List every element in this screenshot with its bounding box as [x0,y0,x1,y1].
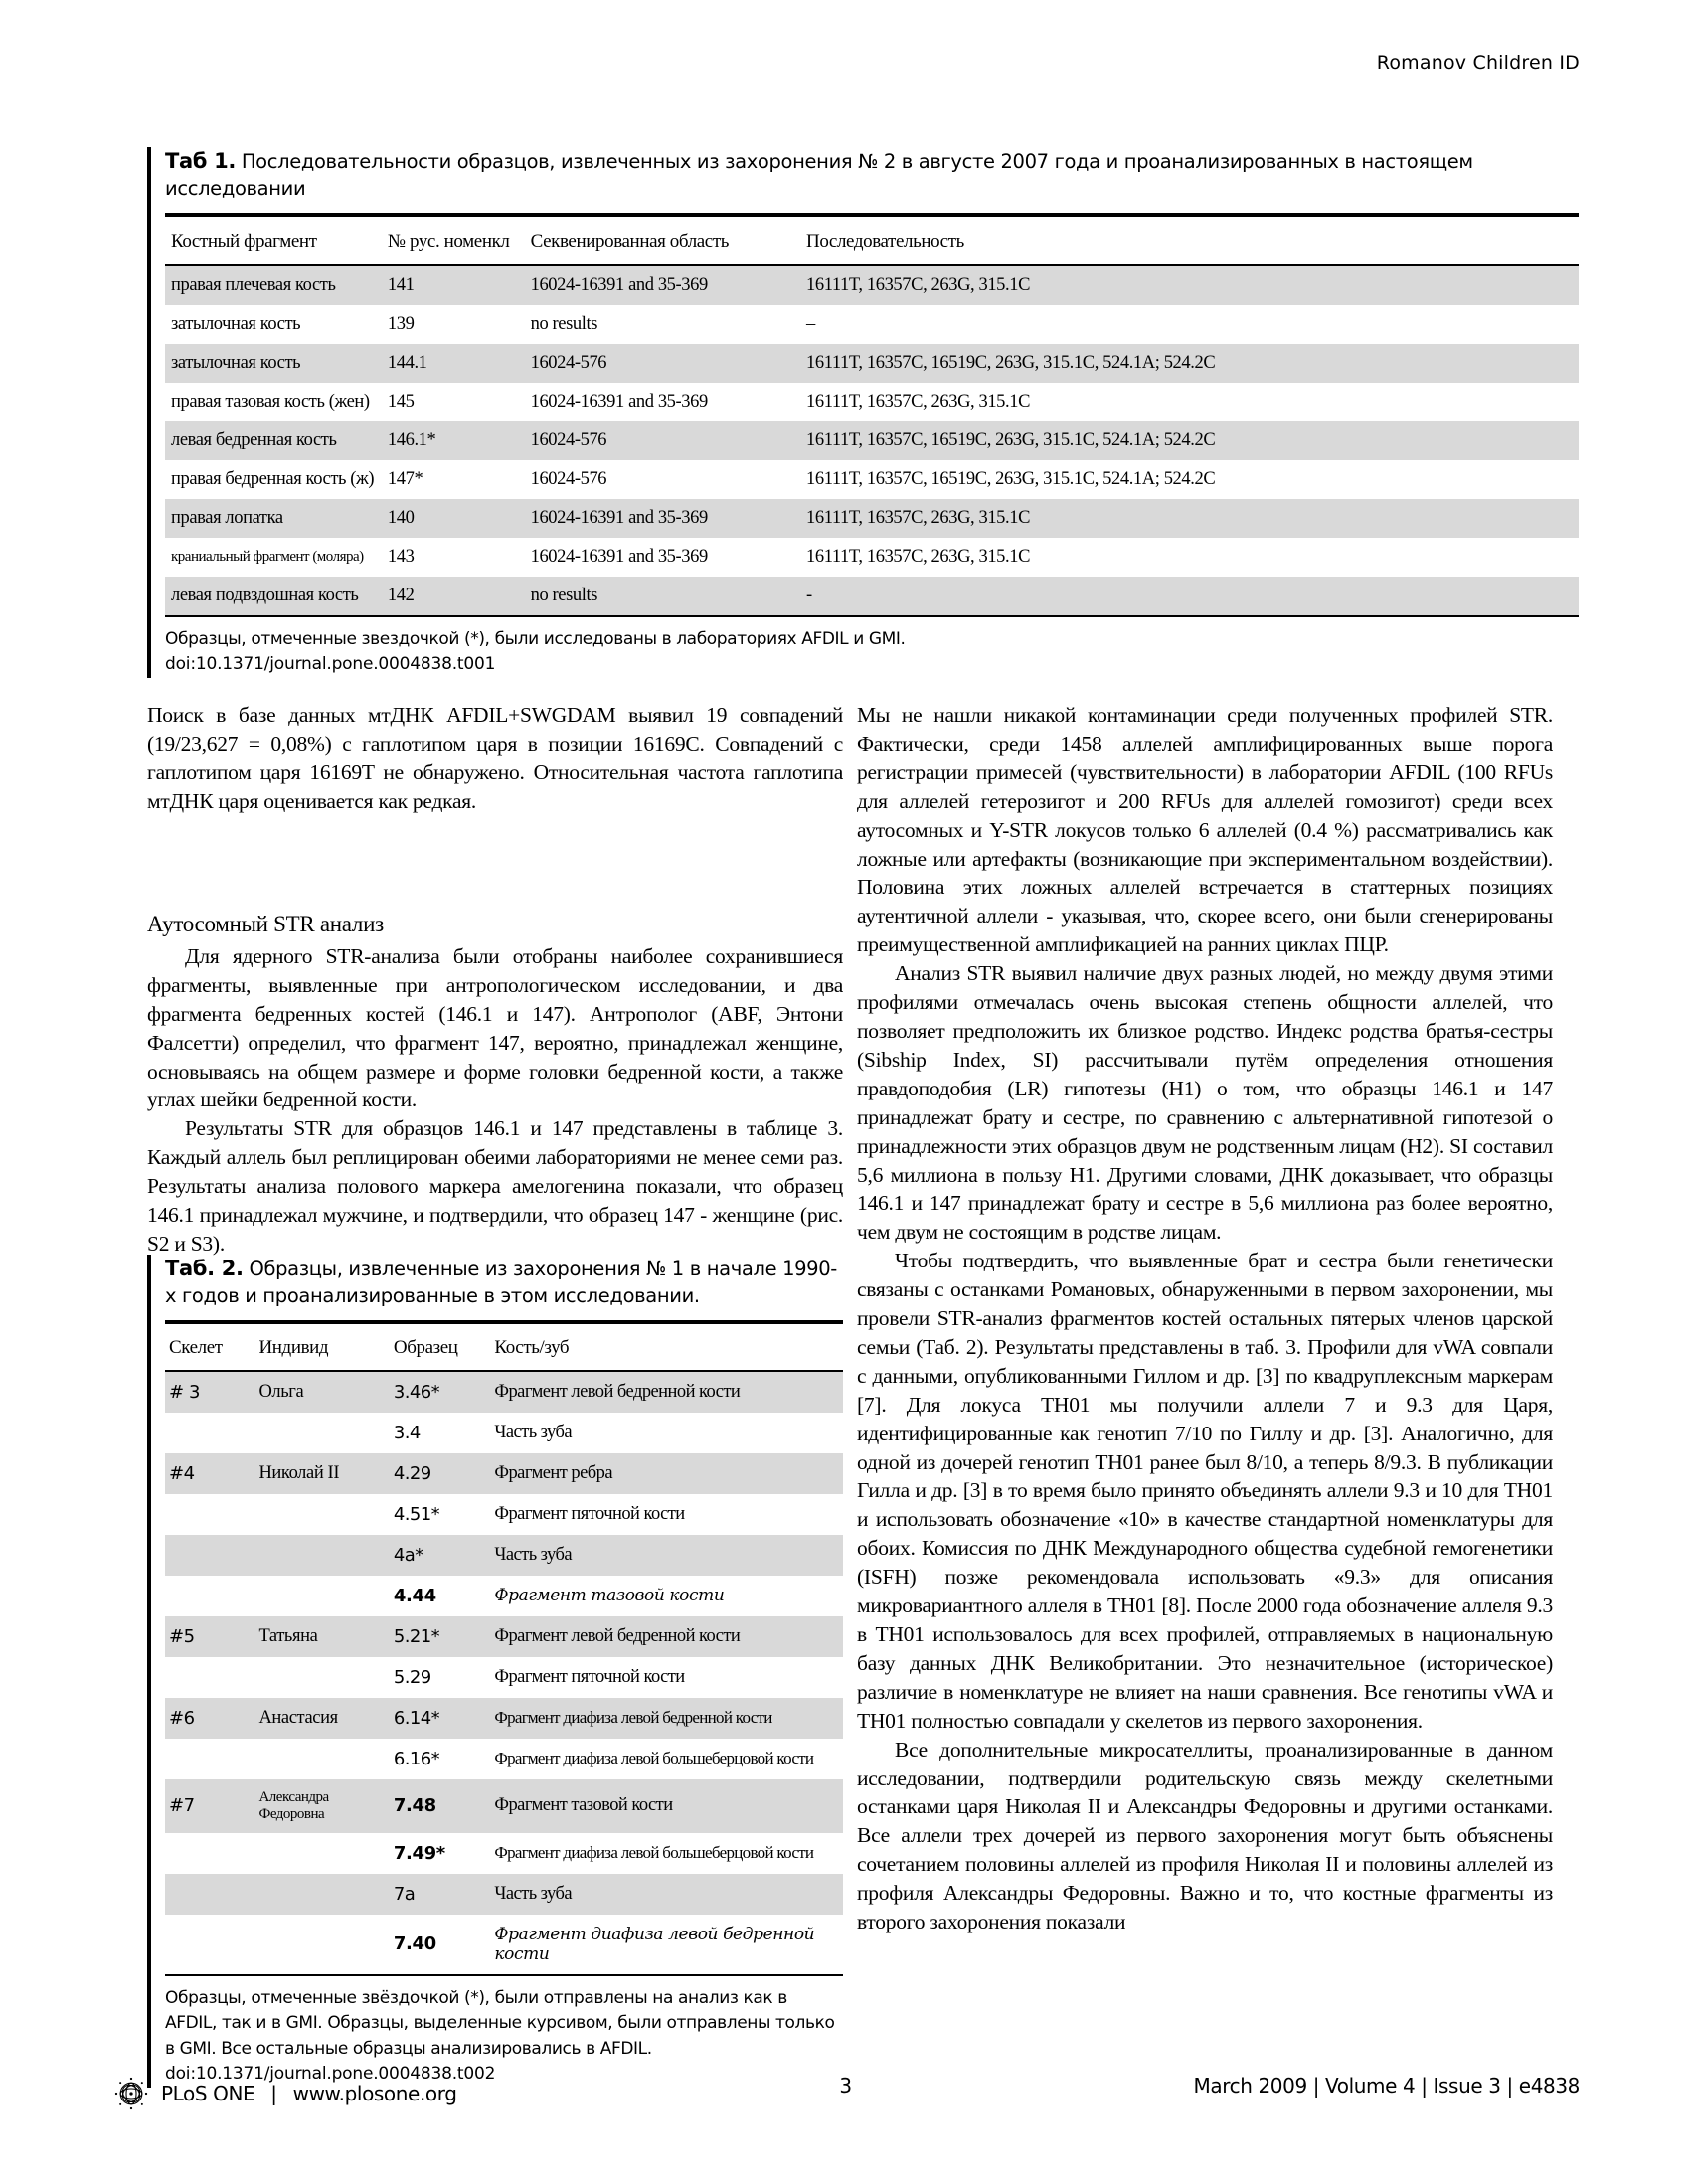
cell-sequence: 16111T, 16357C, 263G, 315.1C [800,265,1579,305]
table-row [165,265,1579,305]
cell-number: 143 [387,546,415,567]
table2-doi: doi:10.1371/journal.pone.0004838.t002 [165,2064,496,2085]
table1-col-number: № рус. номенкл [382,215,525,265]
cell-skeleton: #6 [165,1698,254,1739]
table-row [165,1371,843,1413]
cell-sample: 5.29 [393,1666,431,1688]
table1-col-sequence: Последовательность [800,215,1579,265]
cell-sample: 4a* [390,1535,490,1576]
table2-block [147,1255,843,2088]
table2-caption-text: Образцы, извлеченные из захоронения № 1 в начале 1990-х годов и проанализированные в этом исследовании. [165,1258,837,1307]
table-row [165,499,1579,538]
cell-number: 147* [387,468,423,489]
plos-logo-icon [111,2074,151,2113]
cell-region: 16024-16391 and 35-369 [530,391,708,412]
cell-number: 139 [387,313,415,334]
cell-skeleton [165,1657,254,1698]
cell-skeleton [165,1576,254,1616]
cell-sequence: 16111T, 16357C, 16519C, 263G, 315.1C, 524.1A; 524.2C [800,421,1579,460]
cell-region: no results [530,313,598,334]
paragraph: Поиск в базе данных мтДНК AFDIL+SWGDAM выявил 19 совпадений (19/23,627 = 0,08%) с гаплотипом царя в позиции 16169C. Совпадений с гаплотипом царя 16169T не обнаружено. Относительная частота гаплотипа мтДНК царя оценивается как редкая. [147,703,843,813]
cell-skeleton [165,1739,254,1779]
table-row [165,460,1579,499]
table-row [165,1576,843,1616]
table2-body [165,1371,843,1975]
cell-sequence: 16111T, 16357C, 263G, 315.1C [806,391,1031,412]
cell-sample: 5.21* [390,1616,490,1657]
cell-number: 141 [382,265,525,305]
cell-sequence: 16111T, 16357C, 16519C, 263G, 315.1C, 524.1A; 524.2C [800,344,1579,383]
cell-individual: Александра Федоровна [254,1779,389,1833]
cell-region: 16024-576 [525,421,800,460]
table-row [165,305,1579,344]
table-row [165,1698,843,1739]
table-row [165,421,1579,460]
cell-sequence: 16111T, 16357C, 16519C, 263G, 315.1C, 524.1A; 524.2C [806,468,1216,489]
cell-skeleton [165,1874,254,1915]
table1-header-row [165,215,1579,265]
cell-sample: 6.14* [390,1698,490,1739]
left-column-section [147,890,843,1259]
cell-fragment: правая плечевая кость [165,265,382,305]
table-row [165,1779,843,1833]
cell-bone: Фрагмент левой бедренной кости [490,1371,843,1413]
cell-number: 146.1* [382,421,525,460]
footer-website[interactable]: www.plosone.org [292,2082,457,2105]
table1-footnote: Образцы, отмеченные звездочкой (*), были исследованы в лабораториях AFDIL и GMI. [165,628,906,649]
cell-bone: Часть зуба [494,1422,573,1442]
table-row [165,1833,843,1874]
footer-journal-name: PLoS ONE [161,2082,255,2105]
cell-skeleton [165,1413,254,1453]
table2-col-bone: Кость/зуб [490,1322,843,1371]
cell-region: no results [525,577,800,616]
page-footer [111,2066,1580,2125]
table-row [165,577,1579,616]
cell-bone: Фрагмент пяточной кости [494,1666,685,1687]
cell-skeleton: #4 [165,1453,254,1494]
table-row [165,344,1579,383]
table2-col-skeleton: Скелет [165,1322,254,1371]
table-row [165,1739,843,1779]
cell-individual [254,1576,389,1616]
cell-fragment: затылочная кость [165,344,382,383]
cell-sample: 4.51* [393,1503,440,1525]
cell-region: 16024-16391 and 35-369 [525,499,800,538]
table1-body [165,265,1579,616]
cell-individual [254,1833,389,1874]
cell-skeleton [165,1494,254,1535]
cell-bone: Фрагмент диафиза левой бедренной кости [490,1915,843,1975]
cell-individual [254,1657,389,1698]
paragraph: Анализ STR выявил наличие двух разных людей, но между двумя этими профилями отмечалась очень высокая степень общности аллелей, что позволяет предположить их близкое родство. Индекс родства братья-сестры (Sibship Index, SI) рассчитывали путём определения отношения правдоподобия (LR) гипотезы (H1) о том, что образцы 146.1 и 147 принадлежат брату и сестре, по сравнению с альтернативной гипотезой о принадлежности этих образцов двум не родственным лицам (H2). SI составил 5,6 миллиона в пользу H1. Другими словами, ДНК доказывает, что образцы 146.1 и 147 принадлежат брату и сестре в 5,6 миллиона раз более вероятно, чем двум не состоящим в родстве лицам. [857,961,1553,1245]
section-heading: Аутосомный STR анализ [147,912,384,936]
cell-skeleton [165,1535,254,1576]
cell-bone: Фрагмент левой бедренной кости [490,1616,843,1657]
cell-bone: Фрагмент ребра [490,1453,843,1494]
table-row [165,1413,843,1453]
cell-region: 16024-16391 and 35-369 [530,546,708,567]
cell-sample: 7.40 [390,1915,490,1975]
table1-footnote-block [165,617,1579,678]
cell-bone: Часть зуба [490,1535,843,1576]
table1-col-fragment: Костный фрагмент [165,215,382,265]
cell-individual [254,1494,389,1535]
cell-skeleton [165,1833,254,1874]
table-row [165,383,1579,421]
cell-bone: Фрагмент диафиза левой большеберцовой кости [494,1843,814,1863]
left-column-intro [147,701,843,816]
cell-sample: 7.49* [393,1842,445,1864]
table1-col-region: Секвенированная область [525,215,800,265]
table2-col-individual: Индивид [254,1322,389,1371]
cell-number: 142 [382,577,525,616]
cell-bone: Фрагмент диафиза левой большеберцовой кости [494,1749,814,1768]
cell-skeleton: #5 [165,1616,254,1657]
cell-individual [254,1413,389,1453]
table-row [165,538,1579,577]
table2-header-row [165,1322,843,1371]
cell-bone: Фрагмент диафиза левой бедренной кости [490,1698,843,1739]
footer-brand [111,2074,457,2113]
cell-sample: 7.48 [390,1779,490,1833]
table-row [165,1915,843,1975]
table1-doi: doi:10.1371/journal.pone.0004838.t001 [165,654,496,675]
table-row [165,1494,843,1535]
paragraph: Все дополнительные микросателлиты, проанализированные в данном исследовании, подтвердили родительскую связь между скелетными останками царя Николая II и Александры Федоровны и другими останками. Все аллели трех дочерей из первого захоронения могут быть объяснены сочетанием половины аллелей из профиля Николая II и половины аллелей из профиля Александры Федоровны. Важно и то, что костные фрагменты из второго захоронения показали [857,1737,1553,1934]
cell-sequence: 16111T, 16357C, 263G, 315.1C [806,546,1031,567]
cell-number: 144.1 [382,344,525,383]
paragraph: Результаты STR для образцов 146.1 и 147 представлены в таблице 3. Каждый аллель был реплицирован обеими лабораториями не менее семи раз. Результаты анализа полового маркера амелогенина показали, что образец 146.1 принадлежал мужчине, и подтвердили, что образец 147 - женщине (рис. S2 и S3). [147,1116,843,1256]
cell-sample: 7a [390,1874,490,1915]
cell-individual [254,1535,389,1576]
cell-individual [254,1739,389,1779]
cell-region: 16024-16391 and 35-369 [525,265,800,305]
cell-individual: Анастасия [254,1698,389,1739]
cell-sample: 4.44 [393,1585,436,1606]
cell-bone: Фрагмент тазовой кости [494,1586,725,1606]
paragraph: Мы не нашли никакой контаминации среди полученных профилей STR. Фактически, среди 1458 аллелей амплифицированных выше порога регистрации примесей (чувствительности) в лаборатории AFDIL (100 RFUs для аллелей гетерозигот и 200 RFUs для аллелей гомозигот) среди всех аутосомных и Y-STR локусов только 6 аллелей (0.4 %) рассматривались как ложные или артефакты (возникающие при экспериментальном воздействии). Половина этих ложных аллелей встречается в статтерных позициях аутентичной аллели - указывая, что, скорее всего, они были сгенерированы преимущественной амплификацией на ранних циклах ПЦР. [857,703,1553,957]
footer-issue-info: March 2009 | Volume 4 | Issue 3 | e4838 [1193,2074,1580,2098]
cell-fragment: затылочная кость [171,313,301,334]
footer-page-number: 3 [839,2074,852,2098]
cell-individual: Татьяна [254,1616,389,1657]
table1-block [147,147,1579,678]
cell-individual [254,1874,389,1915]
table1 [165,213,1579,617]
cell-fragment: краниальный фрагмент (моляра) [171,548,364,565]
cell-sample: 4.29 [390,1453,490,1494]
table1-caption-label: Таб 1. [165,149,236,173]
cell-skeleton [165,1915,254,1975]
table-row [165,1453,843,1494]
table2 [165,1320,843,1976]
cell-fragment: правая тазовая кость (жен) [171,391,370,412]
cell-region: 16024-576 [525,344,800,383]
table-row [165,1535,843,1576]
paragraph: Чтобы подтвердить, что выявленные брат и сестра были генетически связаны с останками Романовых, обнаруженными в первом захоронении, мы провели STR-анализ фрагментов костей остальных пятерых членов царской семьи (Таб. 2). Результаты представлены в таб. 3. Профили для vWA совпали с данными, опубликованными Гиллом и др. [3] по квадруплексным маркерам [7]. Для локуса TH01 мы получили аллели 7 и 9.3 для Царя, идентифицированные как генотип 7/10 по Гиллу и др. [3]. Аналогично, для одной из дочерей генотип TH01 ранее был 8/10, а теперь 8/9.3. В публикации Гилла и др. [3] в то время было принято объединять аллели 9.3 и 10 для TH01 и использовать обозначение «10» в качестве стандартной номенклатуры для обоих. Комиссия по ДНК Международного общества судебной гемогенетики (ISFH) позже рекомендовала использовать «9.3» для описания микровариантного аллеля в TH01 [8]. После 2000 года обозначение аллеля 9.3 в TH01 использовалось для всех профилей, отправляемых в национальную базу данных ДНК Великобритании. Это незначительное (историческое) различие в номенклатуре не влияет на наши сравнения. Все генотипы vWA и TH01 полностью совпадали у скелетов из первого захоронения. [857,1249,1553,1733]
cell-bone: Часть зуба [490,1874,843,1915]
cell-fragment: левая подвздошная кость [165,577,382,616]
table-row [165,1657,843,1698]
cell-sequence: - [800,577,1579,616]
cell-individual [254,1915,389,1975]
running-head: Romanov Children ID [1376,52,1580,74]
right-column [857,701,1553,1936]
cell-skeleton: #7 [165,1779,254,1833]
cell-fragment: правая бедренная кость (ж) [171,468,375,489]
footer-separator: | [270,2082,277,2105]
paragraph: Для ядерного STR-анализа были отобраны наиболее сохранившиеся фрагменты, выявленные при антропологическом исследовании, и два фрагмента бедренных костей (146.1 и 147). Антрополог (ABF, Энтони Фалсетти) определил, что фрагмент 147, вероятно, принадлежал женщине, основываясь на общем размере и форме головки бедренной кости, а также углах шейки бедренной кости. [147,943,843,1112]
table-row [165,1874,843,1915]
table2-col-sample: Образец [390,1322,490,1371]
cell-bone: Фрагмент тазовой кости [490,1779,843,1833]
table-row [165,1616,843,1657]
table2-caption [165,1255,843,1310]
table1-caption [165,147,1579,203]
table2-caption-label: Таб. 2. [165,1257,244,1280]
cell-bone: Фрагмент пяточной кости [494,1503,685,1524]
cell-region: 16024-576 [530,468,607,489]
cell-skeleton: # 3 [165,1371,254,1413]
cell-number: 140 [382,499,525,538]
cell-sample: 3.46* [390,1371,490,1413]
cell-number: 145 [387,391,415,412]
table2-footnote: Образцы, отмеченные звёздочкой (*), были отправлены на анализ как в AFDIL, так и в GMI. Образцы, выделенные курсивом, были отправлены только в GMI. Все остальные образцы анализировались в AFDIL. [165,1987,835,2059]
cell-fragment: левая бедренная кость [165,421,382,460]
cell-sequence: – [806,313,815,334]
cell-sequence: 16111T, 16357C, 263G, 315.1C [800,499,1579,538]
cell-individual: Николай II [254,1453,389,1494]
table1-caption-text: Последовательности образцов, извлеченных из захоронения № 2 в августе 2007 года и проанализированных в настоящем исследовании [165,150,1473,200]
cell-sample: 6.16* [393,1748,440,1769]
cell-fragment: правая лопатка [165,499,382,538]
cell-individual: Ольга [254,1371,389,1413]
cell-sample: 3.4 [393,1422,421,1443]
